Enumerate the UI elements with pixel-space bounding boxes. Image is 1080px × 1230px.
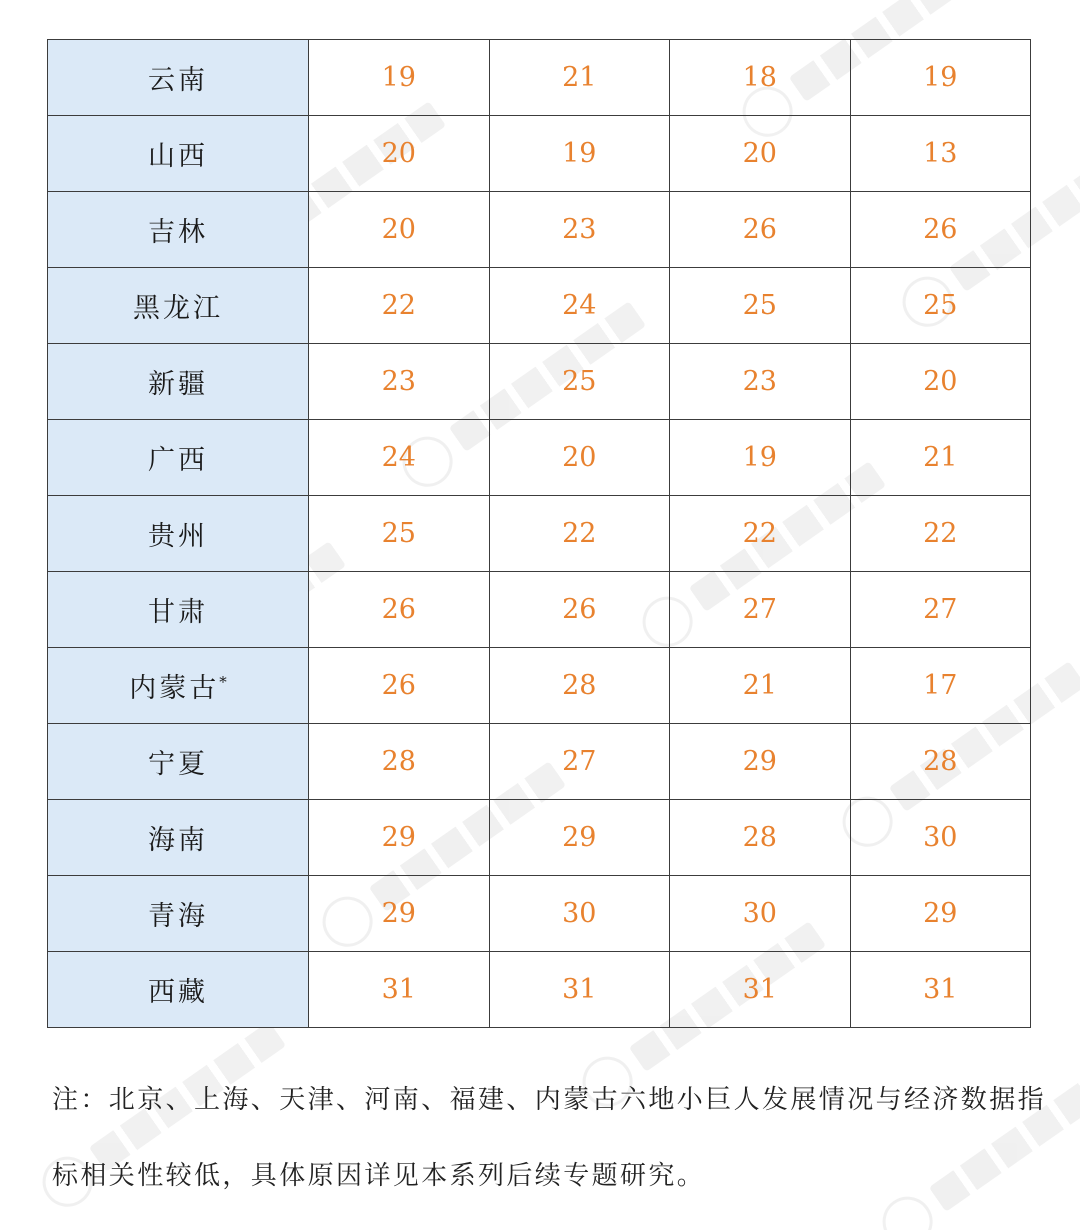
table-row bbox=[48, 40, 1031, 116]
province-name: 宁夏 bbox=[148, 749, 208, 780]
table-row bbox=[48, 268, 1031, 344]
table-row bbox=[48, 344, 1031, 420]
value-cell: 26 bbox=[309, 572, 490, 648]
value-cell: 20 bbox=[670, 116, 851, 192]
value-cell: 26 bbox=[670, 192, 851, 268]
value-cell: 27 bbox=[850, 572, 1031, 648]
value-cell: 29 bbox=[850, 876, 1031, 952]
province-cell bbox=[48, 420, 309, 496]
value-cell: 31 bbox=[670, 952, 851, 1028]
value-cell: 20 bbox=[309, 192, 490, 268]
province-cell bbox=[48, 572, 309, 648]
province-name: 黑龙江 bbox=[133, 293, 223, 324]
value-cell: 31 bbox=[489, 952, 670, 1028]
footnote-mark: * bbox=[219, 673, 227, 691]
province-cell bbox=[48, 800, 309, 876]
value-cell: 29 bbox=[309, 876, 490, 952]
value-cell: 31 bbox=[309, 952, 490, 1028]
table-row bbox=[48, 496, 1031, 572]
province-name: 吉林 bbox=[148, 217, 208, 248]
province-cell bbox=[48, 116, 309, 192]
table-row bbox=[48, 116, 1031, 192]
value-cell: 17 bbox=[850, 648, 1031, 724]
table-row bbox=[48, 724, 1031, 800]
table-row bbox=[48, 952, 1031, 1028]
value-cell: 23 bbox=[670, 344, 851, 420]
value-cell: 30 bbox=[489, 876, 670, 952]
province-name: 海南 bbox=[148, 825, 208, 856]
province-cell bbox=[48, 192, 309, 268]
table-row bbox=[48, 192, 1031, 268]
value-cell: 23 bbox=[489, 192, 670, 268]
province-name: 山西 bbox=[148, 141, 208, 172]
value-cell: 21 bbox=[489, 40, 670, 116]
value-cell: 25 bbox=[309, 496, 490, 572]
value-cell: 18 bbox=[670, 40, 851, 116]
province-name: 新疆 bbox=[148, 369, 208, 400]
footnote-line-1: 注：北京、上海、天津、河南、福建、内蒙古六地小巨人发展情况与经济数据指 bbox=[52, 1085, 1047, 1115]
province-cell bbox=[48, 268, 309, 344]
value-cell: 24 bbox=[489, 268, 670, 344]
table-body bbox=[48, 40, 1031, 1028]
province-cell bbox=[48, 496, 309, 572]
province-cell bbox=[48, 344, 309, 420]
value-cell: 19 bbox=[850, 40, 1031, 116]
value-cell: 26 bbox=[489, 572, 670, 648]
province-name: 贵州 bbox=[148, 521, 208, 552]
value-cell: 27 bbox=[670, 572, 851, 648]
value-cell: 28 bbox=[850, 724, 1031, 800]
province-cell bbox=[48, 724, 309, 800]
table-row bbox=[48, 572, 1031, 648]
table-row bbox=[48, 800, 1031, 876]
value-cell: 19 bbox=[309, 40, 490, 116]
value-cell: 20 bbox=[850, 344, 1031, 420]
value-cell: 22 bbox=[309, 268, 490, 344]
province-cell bbox=[48, 952, 309, 1028]
value-cell: 25 bbox=[670, 268, 851, 344]
value-cell: 20 bbox=[489, 420, 670, 496]
province-name: 西藏 bbox=[148, 977, 208, 1008]
footnote bbox=[52, 1062, 1052, 1214]
value-cell: 30 bbox=[850, 800, 1031, 876]
value-cell: 26 bbox=[309, 648, 490, 724]
province-name: 云南 bbox=[148, 65, 208, 96]
province-name: 内蒙古 bbox=[129, 673, 220, 704]
value-cell: 22 bbox=[670, 496, 851, 572]
table-row bbox=[48, 648, 1031, 724]
value-cell: 28 bbox=[309, 724, 490, 800]
value-cell: 27 bbox=[489, 724, 670, 800]
value-cell: 29 bbox=[489, 800, 670, 876]
value-cell: 28 bbox=[670, 800, 851, 876]
value-cell: 25 bbox=[489, 344, 670, 420]
value-cell: 21 bbox=[670, 648, 851, 724]
table-row bbox=[48, 876, 1031, 952]
value-cell: 22 bbox=[850, 496, 1031, 572]
province-cell bbox=[48, 648, 309, 724]
value-cell: 13 bbox=[850, 116, 1031, 192]
value-cell: 29 bbox=[309, 800, 490, 876]
value-cell: 29 bbox=[670, 724, 851, 800]
value-cell: 21 bbox=[850, 420, 1031, 496]
value-cell: 30 bbox=[670, 876, 851, 952]
province-name: 甘肃 bbox=[148, 597, 208, 628]
value-cell: 24 bbox=[309, 420, 490, 496]
province-ranking-table bbox=[47, 39, 1031, 1028]
table-row bbox=[48, 420, 1031, 496]
value-cell: 20 bbox=[309, 116, 490, 192]
footnote-line-2: 标相关性较低，具体原因详见本系列后续专题研究。 bbox=[52, 1161, 706, 1191]
value-cell: 23 bbox=[309, 344, 490, 420]
value-cell: 28 bbox=[489, 648, 670, 724]
value-cell: 19 bbox=[670, 420, 851, 496]
value-cell: 26 bbox=[850, 192, 1031, 268]
value-cell: 19 bbox=[489, 116, 670, 192]
value-cell: 25 bbox=[850, 268, 1031, 344]
province-cell bbox=[48, 876, 309, 952]
value-cell: 31 bbox=[850, 952, 1031, 1028]
province-name: 广西 bbox=[148, 445, 208, 476]
value-cell: 22 bbox=[489, 496, 670, 572]
province-name: 青海 bbox=[148, 901, 208, 932]
province-cell bbox=[48, 40, 309, 116]
